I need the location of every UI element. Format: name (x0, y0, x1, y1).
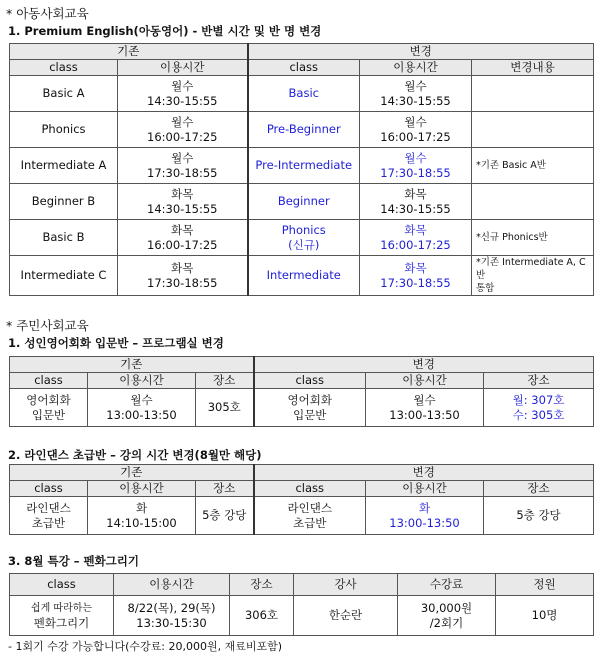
header-teacher: 강사 (294, 574, 398, 596)
header-time: 이용시간 (88, 373, 196, 389)
old-class: Beginner B (10, 184, 118, 220)
old-time: 화목 17:30-18:55 (118, 256, 248, 296)
old-time: 월수 16:00-17:25 (118, 112, 248, 148)
old-class: Phonics (10, 112, 118, 148)
group-before: 기존 (10, 44, 248, 60)
old-time: 월수 14:30-15:55 (118, 76, 248, 112)
new-class: Phonics (신규) (248, 220, 360, 256)
old-class: 라인댄스 초급반 (10, 497, 88, 535)
header-change: 변경내용 (472, 60, 594, 76)
new-time: 월수 16:00-17:25 (360, 112, 472, 148)
section-heading-child: * 아동사회교육 (6, 6, 89, 21)
new-time: 화목 14:30-15:55 (360, 184, 472, 220)
old-place: 305호 (196, 389, 254, 427)
fee: 30,000원 /2회기 (398, 596, 496, 636)
header-time: 이용시간 (114, 574, 230, 596)
new-class: Pre-Beginner (248, 112, 360, 148)
item-title-english-conversation: 1. 성인영어회화 입문반 – 프로그램실 변경 (8, 336, 224, 350)
change-note: *기존 Intermediate A, C반 통합 (472, 256, 594, 296)
item-title-line-dance: 2. 라인댄스 초급반 – 강의 시간 변경(8월만 해당) (8, 448, 262, 462)
old-class: 영어회화 입문반 (10, 389, 88, 427)
change-note: *기존 Basic A반 (472, 148, 594, 184)
new-class: 라인댄스 초급반 (254, 497, 366, 535)
header-class: class (10, 60, 118, 76)
header-fee: 수강료 (398, 574, 496, 596)
item-title-premium-english: 1. Premium English(아동영어) - 반별 시간 및 반 명 변경 (8, 24, 322, 38)
header-class-new: class (248, 60, 360, 76)
new-class: Basic (248, 76, 360, 112)
header-time-new: 이용시간 (366, 373, 484, 389)
new-class: Pre-Intermediate (248, 148, 360, 184)
time: 8/22(목), 29(목) 13:30-15:30 (114, 596, 230, 636)
group-before: 기존 (10, 465, 254, 481)
place: 306호 (230, 596, 294, 636)
old-time: 월수 13:00-13:50 (88, 389, 196, 427)
teacher: 한순란 (294, 596, 398, 636)
header-class-new: class (254, 481, 366, 497)
old-class: Intermediate C (10, 256, 118, 296)
header-place: 장소 (196, 373, 254, 389)
line-dance-table (9, 464, 594, 535)
table-row (10, 220, 594, 256)
new-time: 화 13:00-13:50 (366, 497, 484, 535)
old-class: Basic B (10, 220, 118, 256)
group-after: 변경 (254, 465, 594, 481)
item-title-pen-drawing: 3. 8월 특강 – 펜화그리기 (8, 554, 140, 568)
table-row (10, 256, 594, 296)
new-time: 월수 13:00-13:50 (366, 389, 484, 427)
table-row (10, 184, 594, 220)
table-row (10, 596, 594, 636)
new-place: 5층 강당 (484, 497, 594, 535)
header-place: 장소 (230, 574, 294, 596)
table-row (10, 497, 594, 535)
section-heading-resident: * 주민사회교육 (6, 318, 89, 333)
table-row (10, 389, 594, 427)
new-time: 화목 16:00-17:25 (360, 220, 472, 256)
footnote: - 1회기 수강 가능합니다(수강료: 20,000원, 재료비포함) (8, 640, 282, 653)
class-name: 쉽게 따라하는 펜화그리기 (10, 596, 114, 636)
header-place-new: 장소 (484, 481, 594, 497)
table-row (10, 112, 594, 148)
group-after: 변경 (248, 44, 594, 60)
group-after: 변경 (254, 357, 594, 373)
header-capacity: 정원 (496, 574, 594, 596)
old-class: Intermediate A (10, 148, 118, 184)
header-class-new: class (254, 373, 366, 389)
header-place: 장소 (196, 481, 254, 497)
header-time: 이용시간 (118, 60, 248, 76)
table-row (10, 76, 594, 112)
english-conversation-table (9, 356, 594, 427)
old-time: 화목 16:00-17:25 (118, 220, 248, 256)
header-time-new: 이용시간 (366, 481, 484, 497)
new-class: Beginner (248, 184, 360, 220)
group-before: 기존 (10, 357, 254, 373)
header-time-new: 이용시간 (360, 60, 472, 76)
old-place: 5층 강당 (196, 497, 254, 535)
old-time: 월수 17:30-18:55 (118, 148, 248, 184)
new-class: Intermediate (248, 256, 360, 296)
pen-drawing-table (9, 573, 594, 636)
old-time: 화목 14:30-15:55 (118, 184, 248, 220)
header-class: class (10, 373, 88, 389)
new-class: 영어회화 입문반 (254, 389, 366, 427)
new-time: 월수 17:30-18:55 (360, 148, 472, 184)
header-class: class (10, 481, 88, 497)
table-row (10, 148, 594, 184)
old-class: Basic A (10, 76, 118, 112)
change-note: *신규 Phonics반 (472, 220, 594, 256)
header-place-new: 장소 (484, 373, 594, 389)
capacity: 10명 (496, 596, 594, 636)
new-time: 월수 14:30-15:55 (360, 76, 472, 112)
change-note (472, 184, 594, 220)
change-note (472, 112, 594, 148)
change-note (472, 76, 594, 112)
new-time: 화목 17:30-18:55 (360, 256, 472, 296)
header-class: class (10, 574, 114, 596)
premium-english-table (9, 43, 594, 296)
new-place: 월: 307호 수: 305호 (484, 389, 594, 427)
old-time: 화 14:10-15:00 (88, 497, 196, 535)
header-time: 이용시간 (88, 481, 196, 497)
